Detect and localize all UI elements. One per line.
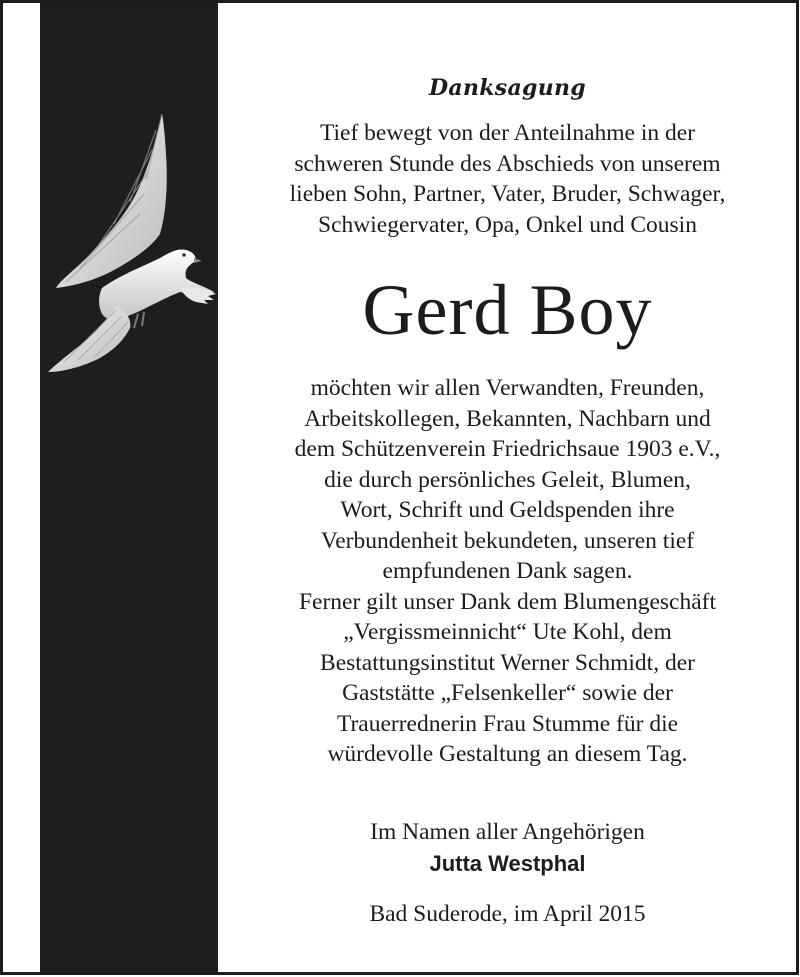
thanks-line: Arbeitskollegen, Bekannten, Nachbarn und [304,405,711,432]
intro-line: lieben Sohn, Partner, Vater, Bruder, Schwager, [289,181,726,207]
dove-icon [44,110,220,380]
thanks-line: Trauerrednerin Frau Stumme für die [336,710,679,737]
thanks-line: würdevolle Gestaltung an diesem Tag. [327,741,688,767]
thanks-line: dem Schützenverein Friedrichsaue 1903 e.V., [294,436,721,462]
intro-paragraph [220,118,795,240]
thanks-line: „Vergissmeinnicht“ Ute Kohl, dem [343,619,672,645]
thanks-line: Gaststätte „Felsenkeller“ sowie der [342,680,673,706]
thanks-line: möchten wir allen Verwandten, Freunden, [310,375,705,401]
intro-line: schweren Stunde des Abschieds von unserem [294,150,721,177]
thanks-line: Bestattungsinstitut Werner Schmidt, der [320,649,695,676]
thanks-line: die durch persönliches Geleit, Blumen, [324,466,691,493]
intro-line: Schwiegervater, Opa, Onkel und Cousin [318,211,697,238]
notice-content [220,3,795,963]
thanks-line: Ferner gilt unser Dank dem Blumengeschäft [298,588,716,615]
place-date: Bad Suderode, im April 2015 [369,901,646,927]
thanks-paragraph [220,373,795,770]
thanks-line: empfundenen Dank sagen. [382,558,633,584]
thanks-line: Verbundenheit bekundeten, unseren tief [320,527,695,554]
notice-heading: Danksagung [429,75,586,101]
intro-line: Tief bewegt von der Anteilnahme in der [319,120,696,146]
deceased-name: Gerd Boy [362,270,653,350]
signature-intro: Im Namen aller Angehörigen [370,819,645,845]
thanks-line: Wort, Schrift und Geldspenden ihre [340,497,675,523]
signatory-name: Jutta Westphal [429,851,586,876]
